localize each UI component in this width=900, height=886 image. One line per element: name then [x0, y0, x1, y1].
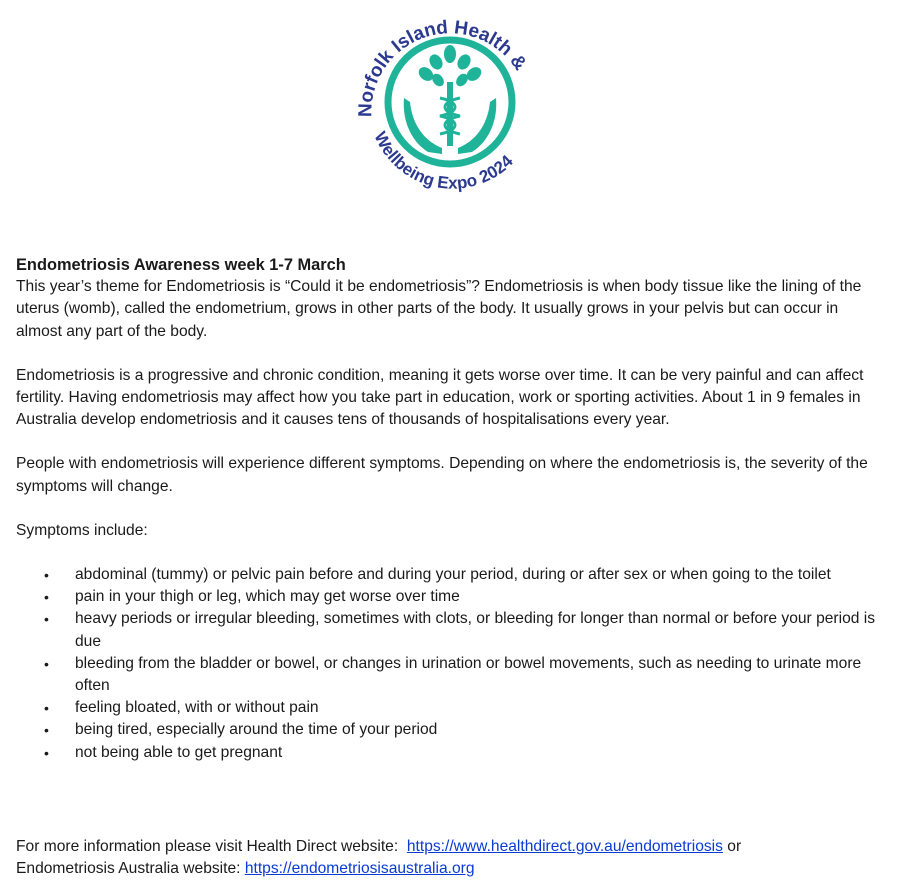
- footer-line-healthdirect: [16, 836, 886, 858]
- list-item-text: being tired, especially around the time of your period: [75, 721, 438, 739]
- symptoms-intro: Symptoms include:: [16, 521, 148, 539]
- more-info-footer: [16, 836, 886, 880]
- article: [16, 254, 886, 764]
- list-item: [16, 742, 886, 764]
- bullet-icon: •: [44, 700, 49, 717]
- bullet-icon: •: [44, 589, 49, 606]
- symptoms-list: [16, 564, 886, 764]
- list-item: [16, 697, 886, 719]
- list-item-text: bleeding from the bladder or bowel, or changes in urination or bowel movements, such as needing to urinate more often: [75, 654, 862, 695]
- list-item-text: feeling bloated, with or without pain: [75, 699, 319, 717]
- footer-or-text: or: [722, 838, 742, 855]
- list-item: [16, 653, 886, 697]
- paragraph-symptoms-vary: People with endometriosis will experience different symptoms. Depending on where the endometriosis is, the severity of the symptoms will change.: [16, 455, 868, 495]
- expo-logo-emblem: [350, 2, 550, 202]
- healthdirect-link[interactable]: https://www.healthdirect.gov.au/endometriosis: [406, 838, 723, 855]
- expo-logo: [350, 2, 550, 202]
- bullet-icon: •: [44, 744, 49, 761]
- list-item: [16, 586, 886, 608]
- list-item-text: not being able to get pregnant: [75, 743, 283, 761]
- footer-healthdirect-prefix: For more information please visit Health Direct website:: [16, 838, 407, 855]
- list-item: [16, 608, 886, 652]
- footer-line-endo-australia: [16, 858, 886, 880]
- list-item: [16, 564, 886, 586]
- paragraph-theme: This year’s theme for Endometriosis is “Could it be endometriosis”? Endometriosis is when body tissue like the lining of the uterus (womb), called the endometrium, grows in other parts of the body. It usually grows in your pelvis but can occur in almost any part of the body.: [16, 278, 862, 340]
- list-item-text: heavy periods or irregular bleeding, sometimes with clots, or bleeding for longer than normal or before your period is due: [75, 610, 876, 650]
- endometriosis-australia-link[interactable]: https://endometriosisaustralia.org: [244, 860, 475, 878]
- footer-endo-australia-prefix: Endometriosis Australia website:: [16, 860, 245, 878]
- logo-ring-text-bottom: Wellbeing Expo 2024: [370, 128, 517, 193]
- list-item: [16, 719, 886, 741]
- bullet-icon: •: [44, 611, 49, 628]
- article-heading: Endometriosis Awareness week 1-7 March: [16, 256, 346, 274]
- bullet-icon: •: [44, 655, 49, 672]
- list-item-text: pain in your thigh or leg, which may get worse over time: [75, 588, 460, 606]
- bullet-icon: •: [44, 722, 49, 739]
- list-item-text: abdominal (tummy) or pelvic pain before and during your period, during or after sex or when going to the toilet: [75, 566, 831, 584]
- paragraph-condition: Endometriosis is a progressive and chronic condition, meaning it gets worse over time. It can be very painful and can affect fertility. Having endometriosis may affect how you take part in education, work or sporting activities. About 1 in 9 females in Australia develop endometriosis and it causes tens of thousands of hospitalisations every year.: [16, 366, 864, 429]
- logo-ring-text-top: Norfolk Island Health &: [355, 17, 531, 118]
- bullet-icon: •: [44, 567, 49, 584]
